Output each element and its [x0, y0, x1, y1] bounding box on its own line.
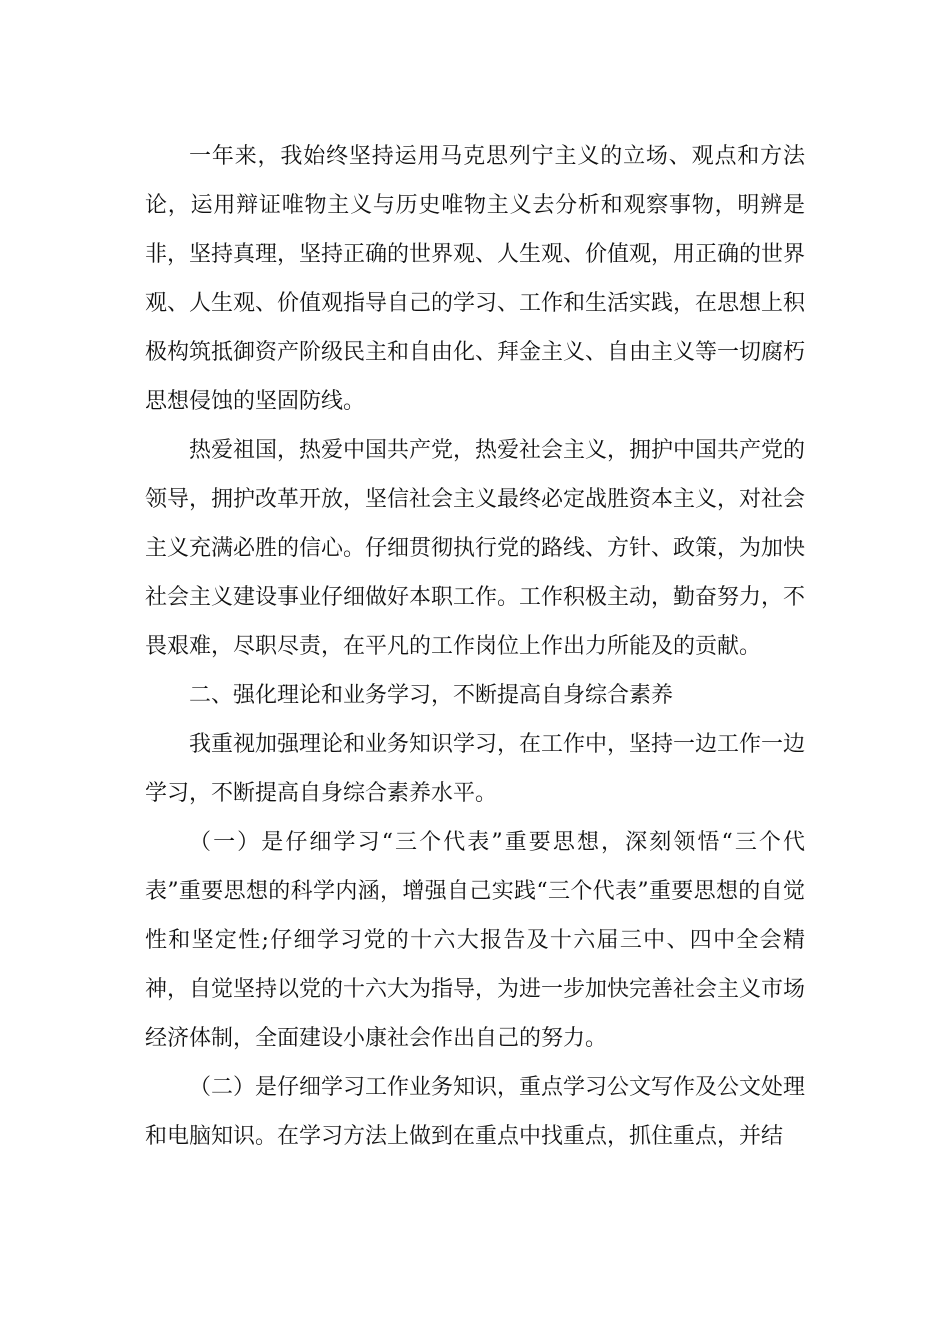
section-heading-study: 二、强化理论和业务学习，不断提高自身综合素养 — [189, 683, 674, 708]
paragraph-patriotism: 热爱祖国，热爱中国共产党，热爱社会主义，拥护中国共产党的领导，拥护改革开放，坚信社会主义最终必定战胜资本主义，对社会主义充满必胜的信心。仔细贯彻执行党的路线、方针、政策，为加快社会主义建设事业仔细做好本职工作。工作积极主动，勤奋努力，不畏艰难，尽职尽责，在平凡的工作岗位上作出力所能及的贡献。 — [145, 438, 806, 659]
paragraph-study-point-2: （二）是仔细学习工作业务知识，重点学习公文写作及公文处理和电脑知识。在学习方法上做到在重点中找重点，抓住重点，并结 — [145, 1075, 806, 1149]
paragraph-ideology: 一年来，我始终坚持运用马克思列宁主义的立场、观点和方法论，运用辩证唯物主义与历史唯物主义去分析和观察事物，明辨是非，坚持真理，坚持正确的世界观、人生观、价值观，用正确的世界观、人生观、价值观指导自己的学习、工作和生活实践，在思想上积极构筑抵御资产阶级民主和自由化、拜金主义、自由主义等一切腐朽思想侵蚀的坚固防线。 — [145, 144, 806, 414]
paragraph-study-intro: 我重视加强理论和业务知识学习，在工作中，坚持一边工作一边学习，不断提高自身综合素养水平。 — [145, 732, 806, 806]
paragraph-study-point-1: （一）是仔细学习“三个代表”重要思想，深刻领悟“三个代表”重要思想的科学内涵，增强自己实践“三个代表”重要思想的自觉性和坚定性;仔细学习党的十六大报告及十六届三中、四中全会精神，自觉坚持以党的十六大为指导，为进一步加快完善社会主义市场经济体制，全面建设小康社会作出自己的努力。 — [145, 830, 806, 1051]
document-body — [145, 132, 805, 1161]
